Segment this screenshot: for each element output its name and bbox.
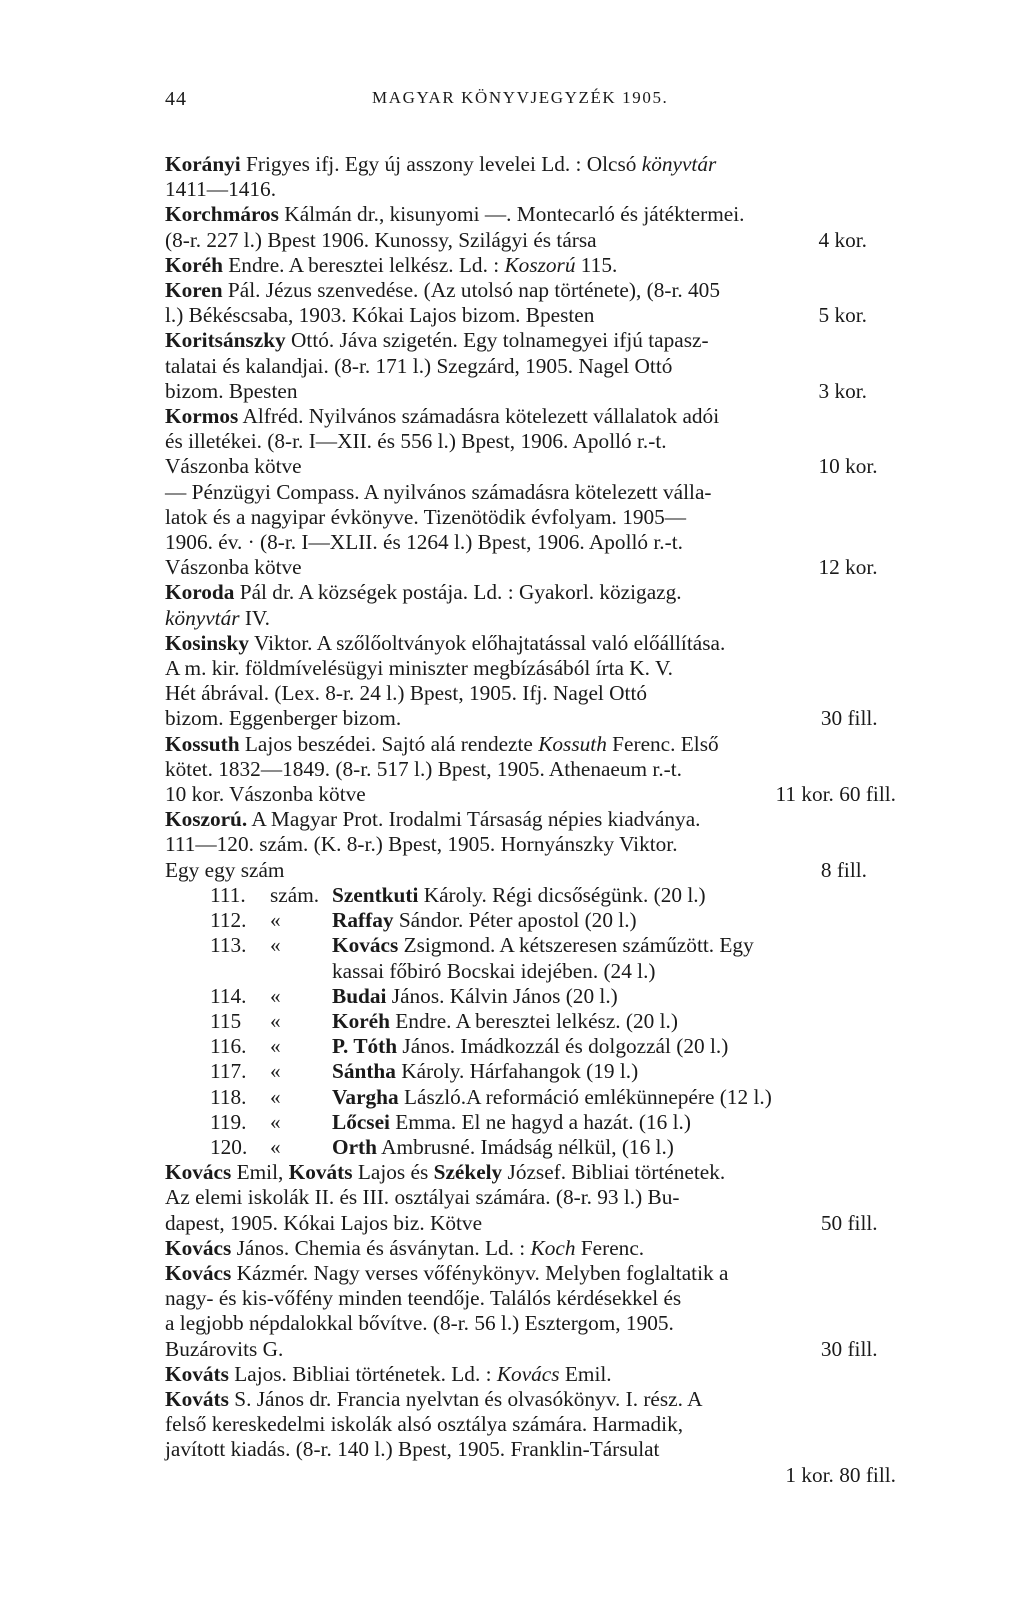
bibliography-entry bbox=[165, 631, 896, 732]
entry-line: Hét ábrával. (Lex. 8-r. 24 l.) Bpest, 1905. Ifj. Nagel Ottó bbox=[165, 681, 648, 706]
item-text: Szentkuti Károly. Régi dicsőségünk. (20 l.) bbox=[332, 882, 706, 907]
entry-line: Koritsánszky Ottó. Jáva szigetén. Egy tolnamegyei ifjú tapasz- bbox=[165, 328, 709, 353]
series-items-block bbox=[165, 883, 896, 1160]
entry-price: 3 kor. bbox=[818, 378, 867, 403]
page-header bbox=[165, 88, 897, 118]
entry-line: Az elemi iskolák II. és III. osztályai számára. (8-r. 93 l.) Bu- bbox=[165, 1185, 680, 1210]
bibliography-entry bbox=[165, 1387, 896, 1488]
ditto-mark: szám. bbox=[270, 882, 320, 907]
entry-line: talatai és kalandjai. (8-r. 171 l.) Szegzárd, 1905. Nagel Ottó bbox=[165, 353, 673, 378]
bibliography-entry bbox=[165, 202, 896, 252]
entry-line: 30 fill. bizom. Eggenberger bizom. bbox=[210, 706, 896, 731]
item-number: 117. bbox=[210, 1059, 247, 1084]
bibliography-entry bbox=[165, 1362, 896, 1387]
entry-price: 30 fill. bbox=[820, 706, 878, 731]
entry-line: Koroda Pál dr. A községek postája. Ld. : Gyakorl. közigazg. bbox=[165, 580, 682, 605]
entry-line: Korányi Frigyes ifj. Egy új asszony levelei Ld. : Olcsó könyvtár bbox=[165, 152, 717, 176]
bibliography-entry bbox=[165, 1160, 896, 1236]
entry-price: 50 fill. bbox=[820, 1210, 878, 1235]
page-number: 44 bbox=[165, 88, 187, 110]
entry-line: Kováts Lajos. Bibliai történetek. Ld. : Kovács Emil. bbox=[165, 1361, 612, 1386]
item-number: 115 bbox=[210, 1008, 242, 1033]
running-title: MAGYAR KÖNYVJEGYZÉK 1905. bbox=[372, 88, 669, 107]
entry-line: Kováts S. János dr. Francia nyelvtan és olvasókönyv. I. rész. A bbox=[165, 1386, 703, 1411]
ditto-mark: « bbox=[270, 1008, 281, 1033]
entry-line: Koréh Endre. A beresztei lelkész. Ld. : Koszorú 115. bbox=[165, 252, 618, 277]
series-item bbox=[165, 1085, 896, 1110]
entry-line bbox=[210, 1463, 896, 1488]
item-number: 118. bbox=[210, 1084, 247, 1109]
entry-price: 11 kor. 60 fill. bbox=[775, 782, 896, 807]
series-item bbox=[165, 1110, 896, 1135]
ditto-mark: « bbox=[270, 1134, 281, 1159]
bibliography-entry bbox=[165, 480, 896, 581]
item-number: 111. bbox=[210, 882, 246, 907]
entry-line: — Pénzügyi Compass. A nyilvános számadásra kötelezett válla- bbox=[165, 479, 712, 504]
entry-line: Kovács Emil, Kováts Lajos és Székely József. Bibliai történetek. bbox=[165, 1160, 726, 1185]
entry-line: felső kereskedelmi iskolák alsó osztálya számára. Harmadik, bbox=[165, 1412, 684, 1437]
entry-line: 111—120. szám. (K. 8-r.) Bpest, 1905. Hornyánszky Viktor. bbox=[165, 832, 678, 857]
entry-line: könyvtár IV. bbox=[165, 605, 270, 630]
bibliography-entry bbox=[165, 253, 896, 278]
entry-line: A m. kir. földmívelésügyi miniszter megbízásából írta K. V. bbox=[165, 656, 673, 681]
bibliography-entry bbox=[165, 278, 896, 328]
entry-price: 30 fill. bbox=[820, 1336, 878, 1361]
entry-line: a legjobb népdalokkal bővítve. (8-r. 56 l.) Esztergom, 1905. bbox=[165, 1311, 674, 1336]
entry-price: 4 kor. bbox=[818, 227, 867, 252]
item-text: Koréh Endre. A beresztei lelkész. (20 l.) bbox=[332, 1008, 678, 1033]
item-text: Orth Ambrusné. Imádság nélkül, (16 l.) bbox=[332, 1134, 674, 1159]
item-text: Raffay Sándor. Péter apostol (20 l.) bbox=[332, 908, 637, 933]
entry-line: 5 kor. l.) Békéscsaba, 1903. Kókai Lajos bizom. Bpesten bbox=[210, 303, 896, 328]
entry-line: Kovács János. Chemia és ásványtan. Ld. : Koch Ferenc. bbox=[165, 1235, 645, 1260]
entry-price: 10 kor. bbox=[818, 454, 878, 479]
item-text: Vargha László.A reformáció emlékünnepére (12 l.) bbox=[332, 1084, 772, 1109]
entry-price: 12 kor. bbox=[818, 555, 878, 580]
item-number: 114. bbox=[210, 983, 247, 1008]
entry-line: 11 kor. 60 fill. 10 kor. Vászonba kötve bbox=[165, 782, 896, 807]
series-item bbox=[165, 984, 896, 1009]
ditto-mark: « bbox=[270, 1109, 281, 1134]
entry-line: Kormos Alfréd. Nyilvános számadásra kötelezett vállalatok adói bbox=[165, 404, 720, 429]
item-number: 116. bbox=[210, 1034, 247, 1059]
series-item bbox=[165, 1135, 896, 1160]
entry-line: latok és a nagyipar évkönyve. Tizenötödik évfolyam. 1905— bbox=[165, 504, 687, 529]
bibliography-entry bbox=[165, 404, 896, 480]
bibliography-list bbox=[165, 152, 896, 1488]
entry-line: Kovács Kázmér. Nagy verses vőfénykönyv. Melyben foglaltatik a bbox=[165, 1260, 729, 1285]
entry-line: Korchmáros Kálmán dr., kisunyomi —. Montecarló és játéktermei. bbox=[165, 202, 745, 227]
item-text: P. Tóth János. Imádkozzál és dolgozzál (20 l.) bbox=[332, 1034, 729, 1059]
item-number: 120. bbox=[210, 1134, 248, 1159]
bibliography-entry bbox=[165, 1261, 896, 1362]
ditto-mark: « bbox=[270, 1084, 281, 1109]
entry-line: 12 kor. Vászonba kötve bbox=[210, 555, 896, 580]
item-text: Sántha Károly. Hárfahangok (19 l.) bbox=[332, 1059, 639, 1084]
series-item bbox=[165, 883, 896, 908]
entry-price: 8 fill. bbox=[820, 857, 867, 882]
entry-line: 4 kor. (8-r. 227 l.) Bpest 1906. Kunossy, Szilágyi és társa bbox=[210, 228, 896, 253]
entry-line: Koszorú. A Magyar Prot. Irodalmi Társaság népies kiadványa. bbox=[165, 807, 701, 832]
bibliography-entry bbox=[165, 807, 896, 883]
entry-line: Kosinsky Viktor. A szőlőoltványok előhajtatással való előállítása. bbox=[165, 630, 726, 655]
entry-line: 10 kor. Vászonba kötve bbox=[210, 454, 896, 479]
ditto-mark: « bbox=[270, 908, 281, 933]
entry-price: 5 kor. bbox=[818, 303, 867, 328]
series-item bbox=[165, 908, 896, 933]
item-number: 113. bbox=[210, 933, 247, 958]
entries-after-block bbox=[165, 1160, 896, 1488]
series-item bbox=[165, 1034, 896, 1059]
ditto-mark: « bbox=[270, 933, 281, 958]
bibliography-entry bbox=[165, 328, 896, 404]
entries-block bbox=[165, 152, 896, 883]
bibliography-entry bbox=[165, 152, 896, 202]
entry-line: Koren Pál. Jézus szenvedése. (Az utolsó nap története), (8-r. 405 bbox=[165, 278, 720, 303]
entry-line: javított kiadás. (8-r. 140 l.) Bpest, 1905. Franklin-Társulat bbox=[165, 1437, 660, 1462]
item-text: Lőcsei Emma. El ne hagyd a hazát. (16 l.) bbox=[332, 1109, 691, 1134]
entry-price: 1 kor. 80 fill. bbox=[785, 1462, 896, 1487]
item-number: 119. bbox=[210, 1109, 247, 1134]
item-text: Kovács Zsigmond. A kétszeresen száműzött. Egy kassai főbiró Bocskai idejében. (24 l.) bbox=[332, 933, 896, 983]
ditto-mark: « bbox=[270, 1034, 281, 1059]
series-item bbox=[165, 1059, 896, 1084]
item-text-continuation: kassai főbiró Bocskai idejében. (24 l.) bbox=[332, 958, 656, 983]
series-item bbox=[165, 1009, 896, 1034]
entry-line: 3 kor. bizom. Bpesten bbox=[210, 379, 896, 404]
entry-line: és illetékei. (8-r. I—XII. és 556 l.) Bpest, 1906. Apolló r.-t. bbox=[165, 429, 667, 454]
entry-line: nagy- és kis-vőfény minden teendője. Találós kérdésekkel és bbox=[165, 1286, 682, 1311]
bibliography-entry bbox=[165, 732, 896, 808]
item-number: 112. bbox=[210, 908, 247, 933]
entry-line: 1411—1416. bbox=[165, 177, 277, 202]
item-text: Budai János. Kálvin János (20 l.) bbox=[332, 983, 618, 1008]
series-item bbox=[165, 933, 896, 983]
entry-line: 30 fill. Buzárovits G. bbox=[210, 1337, 896, 1362]
bibliography-entry bbox=[165, 1236, 896, 1261]
entry-line: Kossuth Lajos beszédei. Sajtó alá rendezte Kossuth Ferenc. Első bbox=[165, 731, 719, 756]
ditto-mark: « bbox=[270, 1059, 281, 1084]
entry-line: 8 fill. Egy egy szám bbox=[210, 858, 896, 883]
entry-line: 1906. év. · (8-r. I—XLII. és 1264 l.) Bpest, 1906. Apolló r.-t. bbox=[165, 530, 683, 555]
entry-line: kötet. 1832—1849. (8-r. 517 l.) Bpest, 1905. Athenaeum r.-t. bbox=[165, 756, 682, 781]
entry-line: 50 fill. dapest, 1905. Kókai Lajos biz. Kötve bbox=[210, 1211, 896, 1236]
ditto-mark: « bbox=[270, 983, 281, 1008]
bibliography-entry bbox=[165, 580, 896, 630]
